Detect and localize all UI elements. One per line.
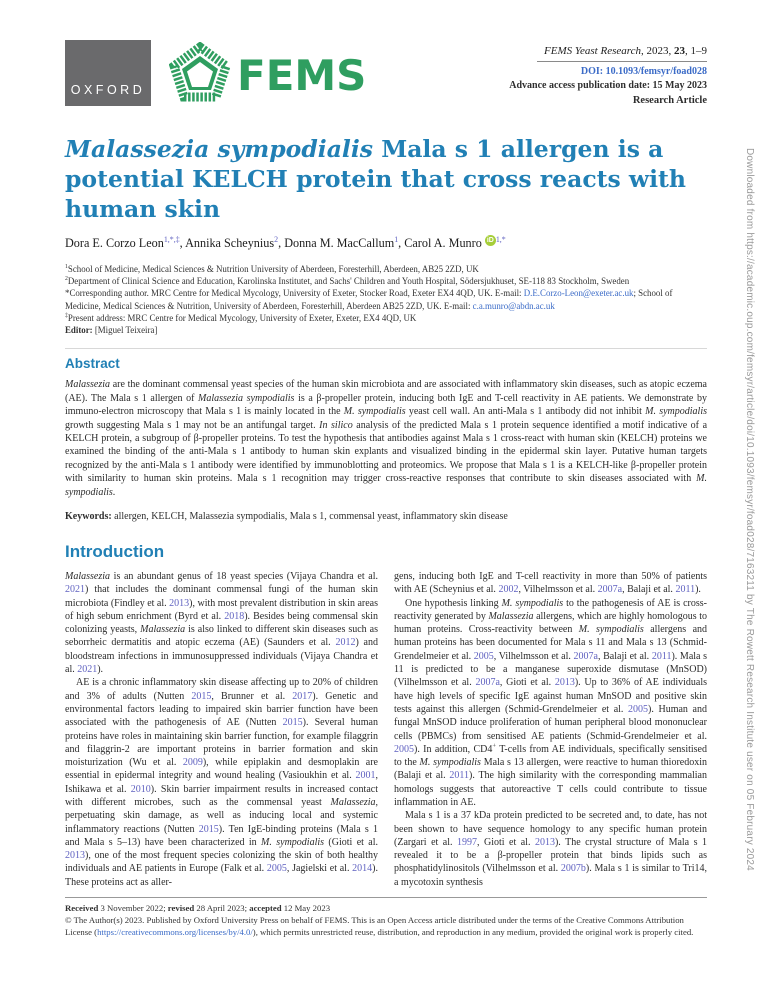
text-run: Malassezia <box>65 379 110 391</box>
text-run: M. sympodialis <box>65 473 707 498</box>
publisher-logos <box>65 40 366 109</box>
text-run: Department of Clinical Science and Education, Karolinska Institutet, and Sachs' Children and Youth Hospital, Södersjukhuset, SE-118 83 Stockholm, Sweden <box>67 276 630 287</box>
paragraph <box>394 597 707 810</box>
text-run: , Ishikawa et al. <box>65 770 378 795</box>
text-run: ). Besides being commensal skin colonizing yeasts, <box>65 610 378 636</box>
text-run: 23 <box>674 45 685 57</box>
text-run: , Gioti et al. <box>476 836 535 848</box>
text-run: © The Author(s) 2023. Published by Oxford University Press on behalf of FEMS. This is an Open Access article distributed under the terms of the Creative Commons Attribution License ( <box>65 914 684 937</box>
journal-citation <box>509 44 707 58</box>
text-run: ‡ <box>65 312 68 319</box>
fems-pentagon-icon <box>169 42 231 109</box>
download-watermark: Downloaded from https://academic.oup.com/femsyr/article/doi/10.1093/femsyr/foad028/7163211 by The Rowett Research Institute user on 05 February 2024 <box>744 148 755 871</box>
text-run: ) that includes the dominant commensal fungi of the human skin microbiota (Findley et al. <box>65 584 378 609</box>
advance-access-date: Advance access publication date: 15 May 2023 <box>509 80 707 91</box>
text-run: , Donna M. MacCallum <box>278 236 395 251</box>
citation-link[interactable]: 2005 <box>628 703 649 715</box>
citation-link[interactable]: 2021 <box>77 664 98 676</box>
citation-link[interactable]: 2010 <box>130 783 151 795</box>
citation-link[interactable]: 2007b <box>560 863 586 875</box>
text-run: growth suggesting Mala s 1 may not be an antifungal target. <box>65 419 320 431</box>
text-run: is a β-propeller protein, inducing both IgE and T-cell reactivity in AE patients. We demonstrate by immuno-electron microscopy that Mala s 1 is mainly located in the <box>65 392 707 418</box>
text-link[interactable]: c.a.munro@abdn.ac.uk <box>472 300 555 311</box>
oxford-logo[interactable] <box>65 40 151 106</box>
citation-link[interactable]: 2009 <box>182 757 203 769</box>
text-run: , Balaji et al. <box>597 650 652 662</box>
text-run: School of Medicine, Medical Sciences & Nutrition University of Aberdeen, Foresterhill, Aberdeen, AB25 2ZD, UK <box>67 264 479 275</box>
text-run: ), with most prevalent distribution in skin areas of high sebum enrichment (Byrd et al. <box>65 597 378 622</box>
text-run: to the pathogenesis of AE is cross-reactivity generated by <box>394 597 708 622</box>
text-run: Present address: MRC Centre for Medical Mycology, University of Exeter, Exeter, EX4 4QD, UK <box>67 312 417 323</box>
text-run: is also linked to different skin diseases such as seborrheic dermatitis and atopic eczema (AE) (Saunders et al. <box>65 624 378 649</box>
text-run: Malassezia sympodialis <box>198 392 295 404</box>
citation-link[interactable]: 2005 <box>266 863 287 875</box>
citation-link[interactable]: 2014 <box>352 863 373 875</box>
text-run: , Vilhelmsson et al. <box>493 650 574 662</box>
text-run: , Brunner et al. <box>211 690 293 702</box>
text-run: allergen, KELCH, Malassezia sympodialis, Mala s 1, commensal yeast, inflammatory skin disease <box>114 510 508 522</box>
citation-link[interactable]: 2011 <box>675 584 696 596</box>
text-run: AE is a chronic inflammatory skin disease affecting up to 20% of children and 3% of adults (Nutten <box>65 677 378 702</box>
text-run: accepted <box>249 903 282 914</box>
text-run: , Carol A. Munro <box>398 236 485 251</box>
text-run: M. sympodialis <box>645 406 708 418</box>
text-run: is an abundant genus of 18 yeast species (Vijaya Chandra et al. <box>110 570 378 582</box>
text-run: Received <box>65 903 99 914</box>
text-run: ). <box>97 664 104 676</box>
text-run: , perpetuating skin damage, as well as inducing local and systemic inflammatory reactions (Nutten <box>65 796 378 835</box>
orcid-icon[interactable]: iD <box>486 237 494 244</box>
text-run: ). Up to 36% of AE individuals have high levels of specific IgE against human MnSOD and positive skin tests against this allergen (Schmid-Grendelmeier et al. <box>394 677 707 715</box>
citation-link[interactable]: 2001 <box>355 770 376 782</box>
text-run: gens, inducing both IgE and T-cell reactivity in more than 50% of patients with AE (Scheynius et al. <box>394 570 707 596</box>
text-link[interactable]: D.E.Corzo-Leon@exeter.ac.uk <box>523 288 634 299</box>
citation-link[interactable]: 2013 <box>65 850 85 862</box>
citation-link[interactable]: 2013 <box>534 836 555 848</box>
text-run: Malassezia <box>330 796 376 808</box>
citation-link[interactable]: 2015 <box>282 717 303 729</box>
text-run: ), which permits unrestricted reuse, distribution, and reproduction in any medium, provided the original work is properly cited. <box>252 926 694 937</box>
text-run: are the dominant commensal yeast species of the human skin microbiota and are associated with inflammatory skin diseases, such as atopic eczema (AE). The Mala s 1 allergen of <box>65 379 707 404</box>
text-run: Dora E. Corzo Leon <box>65 236 164 251</box>
text-run: M. sympodialis <box>343 406 406 418</box>
citation-link[interactable]: 1,*,‡ <box>163 235 180 244</box>
authors-text-sup <box>496 236 506 250</box>
text-run: ). Human and fungal MnSOD induce proliferation of human peripheral blood mononuclear cells (PBMCs) from sensitised AE patients (Schmid-Grendelmeier et al. <box>394 703 707 742</box>
text-run: M. sympodialis <box>419 757 481 769</box>
author-list <box>65 235 707 251</box>
article-title <box>65 134 707 224</box>
corresponding-author-note <box>65 287 707 311</box>
citation-link[interactable]: 2005 <box>473 650 494 662</box>
text-run: T-cells from AE individuals, specifically sensitised to the <box>394 743 707 769</box>
text-run: M. sympodialis <box>501 597 564 609</box>
text-run: , 1–9 <box>685 45 707 57</box>
paragraph <box>65 676 378 889</box>
citation-link[interactable]: 1997 <box>456 836 477 848</box>
text-run: ). These proteins act as aller- <box>65 863 378 888</box>
right-column <box>394 570 707 889</box>
citation-link[interactable]: 2002 <box>498 584 519 596</box>
received-dates <box>65 903 707 915</box>
affiliation-1 <box>65 263 707 275</box>
copyright-notice <box>65 915 707 939</box>
editor-note <box>65 324 707 336</box>
citation-link[interactable]: 2011 <box>449 770 470 782</box>
text-run: revised <box>167 903 195 914</box>
text-run: allergens, which are highly homologous to human proteins. Cross-reactivity between <box>394 610 707 636</box>
citation-link[interactable]: 2015 <box>191 690 212 702</box>
text-run: ). Mala s 11 is predicted to be a manganese superoxide dismutase (MnSOD) (Vilhelmsson et al. <box>394 650 707 689</box>
text-run: Malassezia <box>488 610 534 622</box>
affiliations-block <box>65 263 707 336</box>
text-run: *Corresponding author. MRC Centre for Medical Mycology, University of Exeter, Stocker Road, Exeter EX4 4QD, UK. E-mail: <box>65 288 524 299</box>
text-run: ). <box>695 584 701 596</box>
text-run: Keywords: <box>65 510 115 522</box>
text-run: , 2023, <box>641 45 674 57</box>
abstract-heading: Abstract <box>65 356 120 372</box>
journal-info <box>509 40 707 108</box>
oxford-logo-text: OXFORD <box>70 83 146 97</box>
text-run: + <box>492 742 497 750</box>
text-run: 12 May 2023 <box>281 903 331 914</box>
text-run: (Gioti et al. <box>324 836 379 848</box>
citation-link[interactable]: 2007a <box>475 677 500 689</box>
text-run: ). Several human proteins have roles in maintaining skin barrier function, for example filaggrin and filaggrin-2 are important proteins in barrier formation and skin moisturization (Wu et al. <box>65 717 378 769</box>
text-run: One hypothesis linking <box>405 597 502 609</box>
citation-link[interactable]: 2013 <box>169 597 190 609</box>
paragraph <box>394 570 707 597</box>
text-run: ). Mala s 1 is similar to Tri14, a mycotoxin synthesis <box>394 863 707 888</box>
citation-link[interactable]: 2017 <box>292 690 313 702</box>
paragraph <box>394 809 707 889</box>
abstract-text <box>65 378 707 499</box>
text-run: ) and bloodstream infections in immunosuppressed individuals (Vijaya Chandra et al. <box>65 637 378 676</box>
citation-link[interactable]: 2012 <box>335 637 356 649</box>
citation-link[interactable]: 2 <box>274 235 279 244</box>
text-run: FEMS Yeast Research <box>544 45 641 57</box>
two-column-body <box>65 570 707 889</box>
doi-link[interactable]: DOI: 10.1093/femsyr/foad028 <box>580 66 707 77</box>
text-run: ), one of the most frequent species colonizing the skin of both healthy individuals and AE patients in Europe (Falk et al. <box>65 850 378 875</box>
introduction-heading: Introduction <box>65 541 165 561</box>
left-column <box>65 570 378 889</box>
citation-link[interactable]: 2007a <box>573 650 598 662</box>
keywords-line <box>65 511 707 522</box>
header-divider <box>537 61 707 62</box>
present-address-note <box>65 312 707 324</box>
authors-text <box>65 236 485 250</box>
text-run: ; School of Medicine, Medical Sciences & Nutrition, University of Aberdeen, Foresterhill, Aberdeen AB25 2ZD, UK. E-mail: <box>65 288 673 311</box>
text-run: 28 April 2023; <box>194 903 250 914</box>
text-run: 1 <box>65 264 68 271</box>
article-type-label: Research Article <box>632 95 707 106</box>
citation-link[interactable]: 2015 <box>198 823 219 835</box>
citation-link[interactable]: 2011 <box>651 650 672 662</box>
text-run: 3 November 2022; <box>98 903 168 914</box>
citation-link[interactable]: 1 <box>394 235 399 244</box>
text-run: , Jagielski et al. <box>286 863 353 875</box>
text-run: 2 <box>65 276 68 283</box>
text-run: , Balaji et al. <box>622 584 676 596</box>
text-run: , Gioti et al. <box>499 677 555 689</box>
text-link[interactable]: https://creativecommons.org/licenses/by/4.0/ <box>97 926 253 937</box>
text-run: In silico <box>319 419 353 431</box>
fems-logo[interactable] <box>169 42 366 109</box>
text-run: , Vilhelmsson et al. <box>518 584 598 596</box>
citation-link[interactable]: 2021 <box>65 584 85 596</box>
citation-link[interactable]: 2005 <box>394 743 414 755</box>
text-run: [Miguel Teixeira] <box>94 325 158 336</box>
text-run: ). In addition, CD4 <box>414 743 493 755</box>
text-run: M. sympodialis <box>578 624 644 636</box>
text-run: Malassezia <box>140 624 186 636</box>
text-run: M. sympodialis <box>261 836 325 848</box>
text-run: ). Genetic and environmental factors leading to impaired skin barrier function have been associated with the pathogenesis of AE (Nutten <box>65 690 378 729</box>
text-run: yeast cell wall. An anti-Mala s 1 antibody did not inhibit <box>405 406 646 418</box>
text-run: allergens and human proteins has been documented for Mala s 11 and Mala s 13 (Schmid-Grendelmeier et al. <box>394 624 708 662</box>
citation-link[interactable]: 2013 <box>554 677 575 689</box>
article-footer <box>65 897 707 938</box>
text-run: Mala s 1 allergen is a potential KELCH protein that cross reacts with human skin <box>65 135 686 223</box>
abstract-section <box>65 348 707 522</box>
paragraph <box>65 570 378 676</box>
text-run: , Annika Scheynius <box>179 236 275 251</box>
fems-logo-text: FEMS <box>237 50 367 100</box>
text-run: Mala s 13 allergen, were reactive to human thioredoxin (Balaji et al. <box>394 757 708 782</box>
text-run: ). Ten IgE-binding proteins (Mala s 1 and Mala s 5–13) have been characterized in <box>65 823 378 848</box>
citation-link[interactable]: 2007a <box>597 584 623 596</box>
text-run: Mala s 1 is a 37 kDa protein predicted to be secreted and, to date, has not been shown to have sequence homology to any specific human protein (Zargari et al. <box>394 810 707 848</box>
text-run: Malassezia <box>65 570 110 582</box>
affiliation-2 <box>65 275 707 287</box>
text-run: ). Skin barrier impairment results in increased contact with different microbes, such as the commensal yeast <box>65 783 378 808</box>
citation-link[interactable]: 1,* <box>495 235 506 244</box>
page-header <box>65 40 707 110</box>
text-run: Malassezia sympodialis <box>65 135 374 163</box>
text-run: ), while epiplakin and desmoplakin are essential in epidermal integrity and wound healing (Vasioukhin et al. <box>65 757 378 782</box>
text-run: ). The crystal structure of Mala s 1 revealed it to be a β-propeller protein that binds lipids such as phosphatidylinositols (Vilhelmsson et al. <box>394 836 707 875</box>
text-run: ). The high similarity with the corresponding mammalian homologs suggests that autoreactive T cells could contribute to tissue inflammation in AE. <box>394 770 707 808</box>
text-run: . <box>112 486 116 498</box>
citation-link[interactable]: 2018 <box>224 610 245 622</box>
introduction-section <box>65 542 707 889</box>
text-run: analysis of the predicted Mala s 1 protein sequence identified a motif indicative of a KELCH protein, a subgroup of β-propeller proteins. To test the hypothesis that antibodies against Mala s 1 cross-react with human skin (KELCH) proteins we examined the binding of the anti-Mala s 1 antibody to human skin explants and visualized binding in the epidermal skin layer. Putative human targets recognized by the anti-Mala s 1 antibody were identified by immunoblotting and proteomics. We propose that Mala s 1 is a KELCH-like β-propeller protein with similarity to human skin proteins. Mala s 1 recognition may trigger cross-reactive responses that contribute to skin diseases associated with <box>65 419 708 485</box>
text-run: Editor: <box>65 325 95 336</box>
